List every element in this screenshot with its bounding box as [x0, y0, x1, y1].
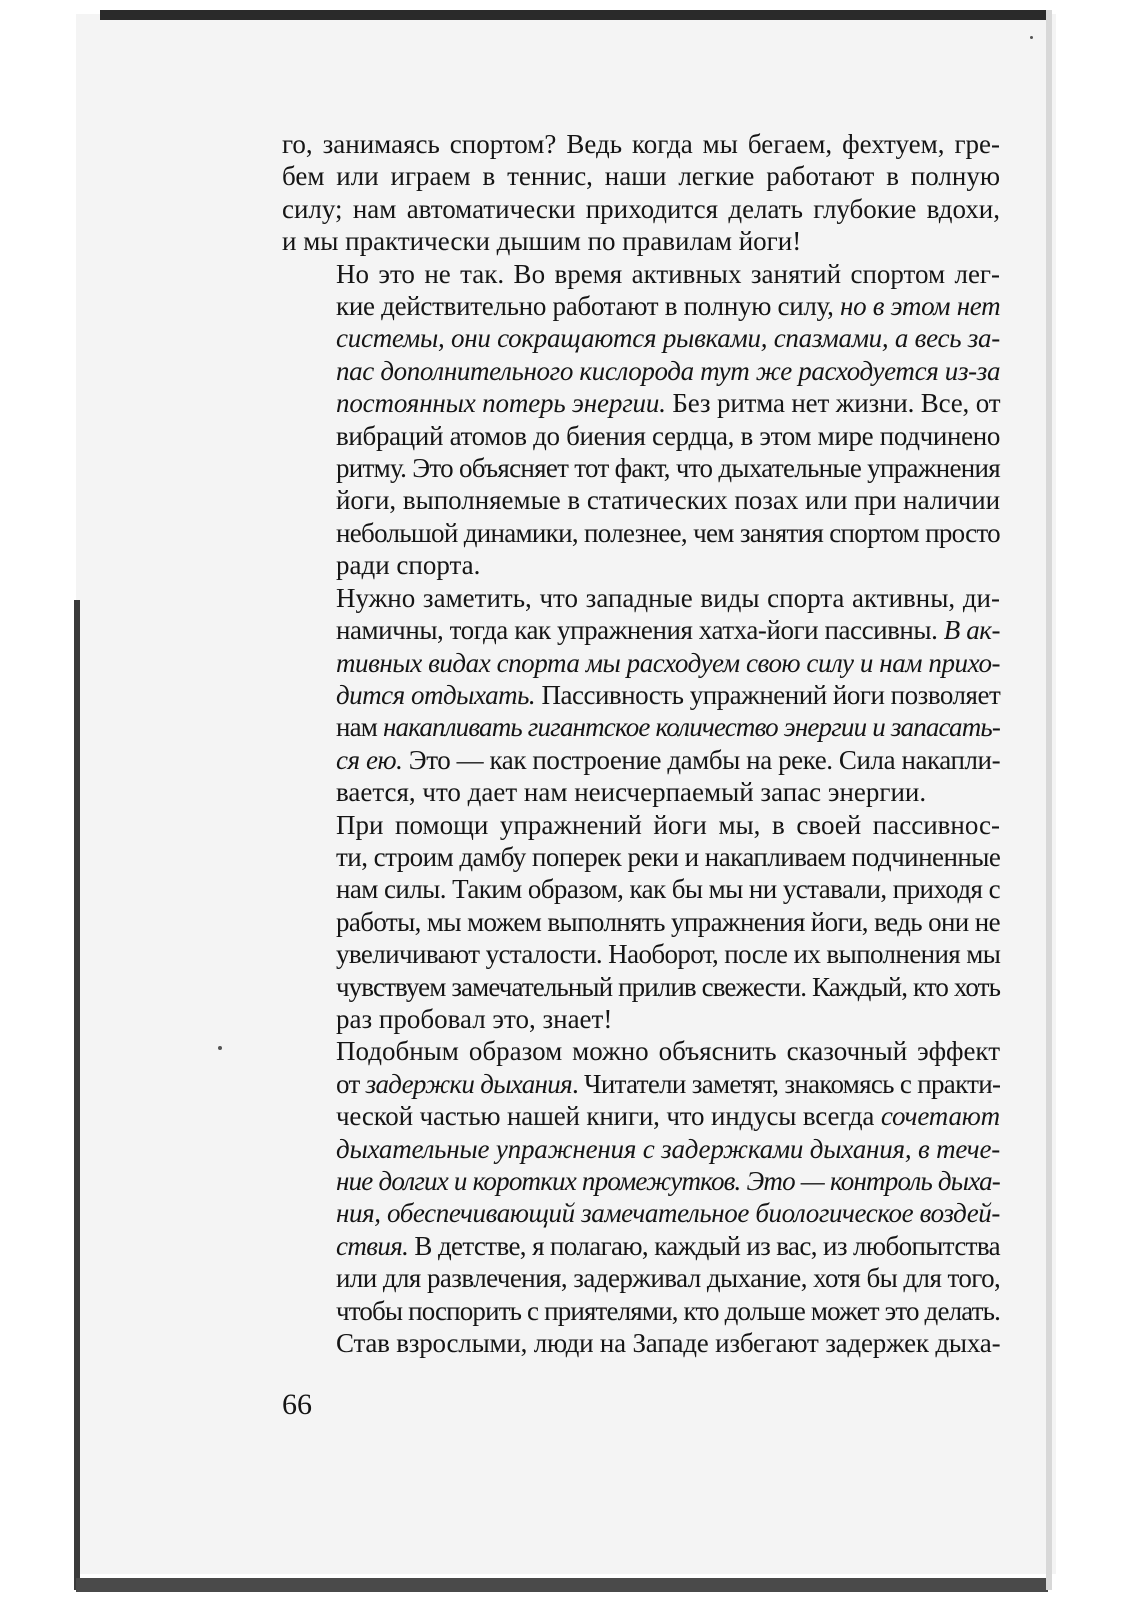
italic-run: задержки дыхания — [365, 1068, 572, 1099]
text-line — [282, 1165, 1000, 1197]
text-run: от — [336, 1068, 366, 1099]
text-line — [282, 549, 1000, 581]
text-line — [282, 776, 1000, 808]
text-run: вибраций атомов до биения сердца, в этом мире подчинено — [336, 420, 1001, 451]
text-line — [282, 1197, 1000, 1229]
italic-run: постоянных потерь энергии. — [336, 388, 666, 419]
text-line — [282, 971, 1000, 1003]
text-run: работы, мы можем выполнять упражнения йоги, ведь они не — [336, 906, 1000, 937]
paragraph — [282, 1035, 1000, 1359]
text-line — [282, 290, 1000, 322]
text-line — [282, 744, 1000, 776]
speck — [218, 1046, 222, 1050]
italic-run: сочетают — [880, 1101, 1000, 1132]
italic-run: пас дополнительного кислорода тут же расходуется из-за — [336, 355, 1001, 386]
text-line — [282, 517, 1000, 549]
text-line — [282, 614, 1000, 646]
italic-run: ся ею. — [336, 744, 403, 775]
text-run: или для развлечения, задерживал дыхание, хотя бы для того, — [336, 1263, 1001, 1294]
text-run: Без ритма нет жизни. Все, от — [665, 388, 1001, 419]
text-line — [282, 1295, 1000, 1327]
text-line — [282, 420, 1000, 452]
page-top-shadow — [100, 10, 1050, 20]
text-line — [282, 387, 1000, 419]
text-run: йоги, выполняемые в статических позах или при наличии — [336, 485, 1001, 516]
text-line — [282, 193, 1000, 225]
text-run: небольшой динамики, полезнее, чем занятия спортом просто — [336, 517, 1000, 548]
italic-run: ствия. — [336, 1230, 409, 1261]
text-run: В детстве, я полагаю, каждый из вас, из любопытства — [408, 1230, 1000, 1261]
text-run: Но это не так. Во время активных занятий спортом лег- — [336, 258, 1000, 289]
text-line — [282, 484, 1000, 516]
text-run: намичны, тогда как упражнения хатха-йоги пассивны. — [336, 615, 944, 646]
paragraph — [282, 809, 1000, 1036]
text-run: ческой частью нашей книги, что индусы всегда — [336, 1101, 881, 1132]
text-line — [282, 452, 1000, 484]
text-line — [282, 1100, 1000, 1132]
text-run: силу; нам автоматически приходится делать глубокие вдохи, — [282, 193, 1000, 224]
text-run: Это — как построение дамбы на реке. Сила накапли- — [402, 744, 1001, 775]
text-run: чувствуем замечательный прилив свежести. Каждый, кто хоть — [336, 971, 1000, 1002]
text-line — [282, 938, 1000, 970]
text-run: ритму. Это объясняет тот факт, что дыхательные упражнения — [336, 453, 1000, 484]
text-line — [282, 906, 1000, 938]
text-run: Став взрослыми, люди на Западе избегают задержек дыха- — [336, 1328, 1001, 1359]
text-run: го, занимаясь спортом? Ведь когда мы бегаем, фехтуем, гре- — [282, 129, 1000, 159]
text-line — [282, 160, 1000, 192]
text-line — [282, 1327, 1000, 1359]
text-run: ради спорта. — [336, 550, 481, 581]
text-line — [282, 1133, 1000, 1165]
text-run: кие действительно работают в полную силу, — [336, 291, 840, 322]
text-run: бем или играем в теннис, наши легкие работают в полную — [282, 161, 1000, 192]
italic-run: дится отдыхать. — [336, 679, 536, 710]
text-line — [282, 258, 1000, 290]
text-line — [282, 128, 1000, 160]
italic-run: тивных видах спорта мы расходуем свою силу и нам прихо- — [336, 647, 1001, 678]
text-line — [282, 1230, 1000, 1262]
text-line — [282, 582, 1000, 614]
paragraph — [282, 128, 1000, 258]
text-line — [282, 1262, 1000, 1294]
text-line — [282, 711, 1000, 743]
speck — [1030, 36, 1033, 39]
text-run: увеличивают усталости. Наоборот, после их выполнения мы — [336, 939, 1001, 970]
text-run: Подобным образом можно объяснить сказочный эффект — [336, 1036, 1000, 1067]
italic-run: В ак- — [943, 615, 1000, 646]
italic-run: ния, обеспечивающий замечательное биологическое воздей- — [336, 1198, 1000, 1229]
text-run: ти, строим дамбу поперек реки и накапливаем подчиненные — [336, 841, 1001, 872]
text-run: нам силы. Таким образом, как бы мы ни уставали, приходя с — [336, 874, 1000, 905]
text-line — [282, 841, 1000, 873]
text-run: . Читатели заметят, знакомясь с практи- — [571, 1068, 1001, 1099]
text-run: чтобы поспорить с приятелями, кто дольше может это делать. — [336, 1295, 1000, 1326]
italic-run: но в этом нет — [840, 291, 1001, 322]
text-run: нам — [336, 712, 383, 743]
page-right-edge — [1046, 10, 1052, 1590]
paragraph — [282, 258, 1000, 582]
text-line — [282, 1035, 1000, 1067]
text-line — [282, 1068, 1000, 1100]
text-line — [282, 647, 1000, 679]
text-run: Нужно заметить, что западные виды спорта активны, ди- — [336, 582, 1000, 613]
page-left-shadow — [74, 600, 80, 1590]
text-run: Пассивность упражнений йоги позволяет — [535, 679, 1001, 710]
italic-run: системы, они сокращаются рывками, спазмами, а весь за- — [336, 323, 1000, 354]
text-line — [282, 355, 1000, 387]
italic-run: ние долгих и коротких промежутков. Это — контроль дыха- — [336, 1166, 1000, 1196]
paragraph — [282, 582, 1000, 809]
page-bottom-shadow — [76, 1578, 1048, 1592]
text-line — [282, 322, 1000, 354]
text-run: При помощи упражнений йоги мы, в своей пассивнос- — [336, 809, 1000, 840]
text-line — [282, 873, 1000, 905]
text-line — [282, 1003, 1000, 1035]
body-text — [282, 128, 1000, 1359]
text-run: вается, что дает нам неисчерпаемый запас энергии. — [336, 777, 927, 808]
text-run: раз пробовал это, знает! — [336, 1003, 613, 1034]
text-line — [282, 225, 1000, 257]
text-line — [282, 679, 1000, 711]
italic-run: накапливать гигантское количество энергии и запасать- — [382, 712, 1000, 743]
page-number: 66 — [282, 1388, 312, 1421]
italic-run: дыхательные упражнения с задержками дыхания, в тече- — [336, 1133, 1000, 1164]
text-line — [282, 809, 1000, 841]
text-run: и мы практически дышим по правилам йоги! — [282, 226, 802, 257]
